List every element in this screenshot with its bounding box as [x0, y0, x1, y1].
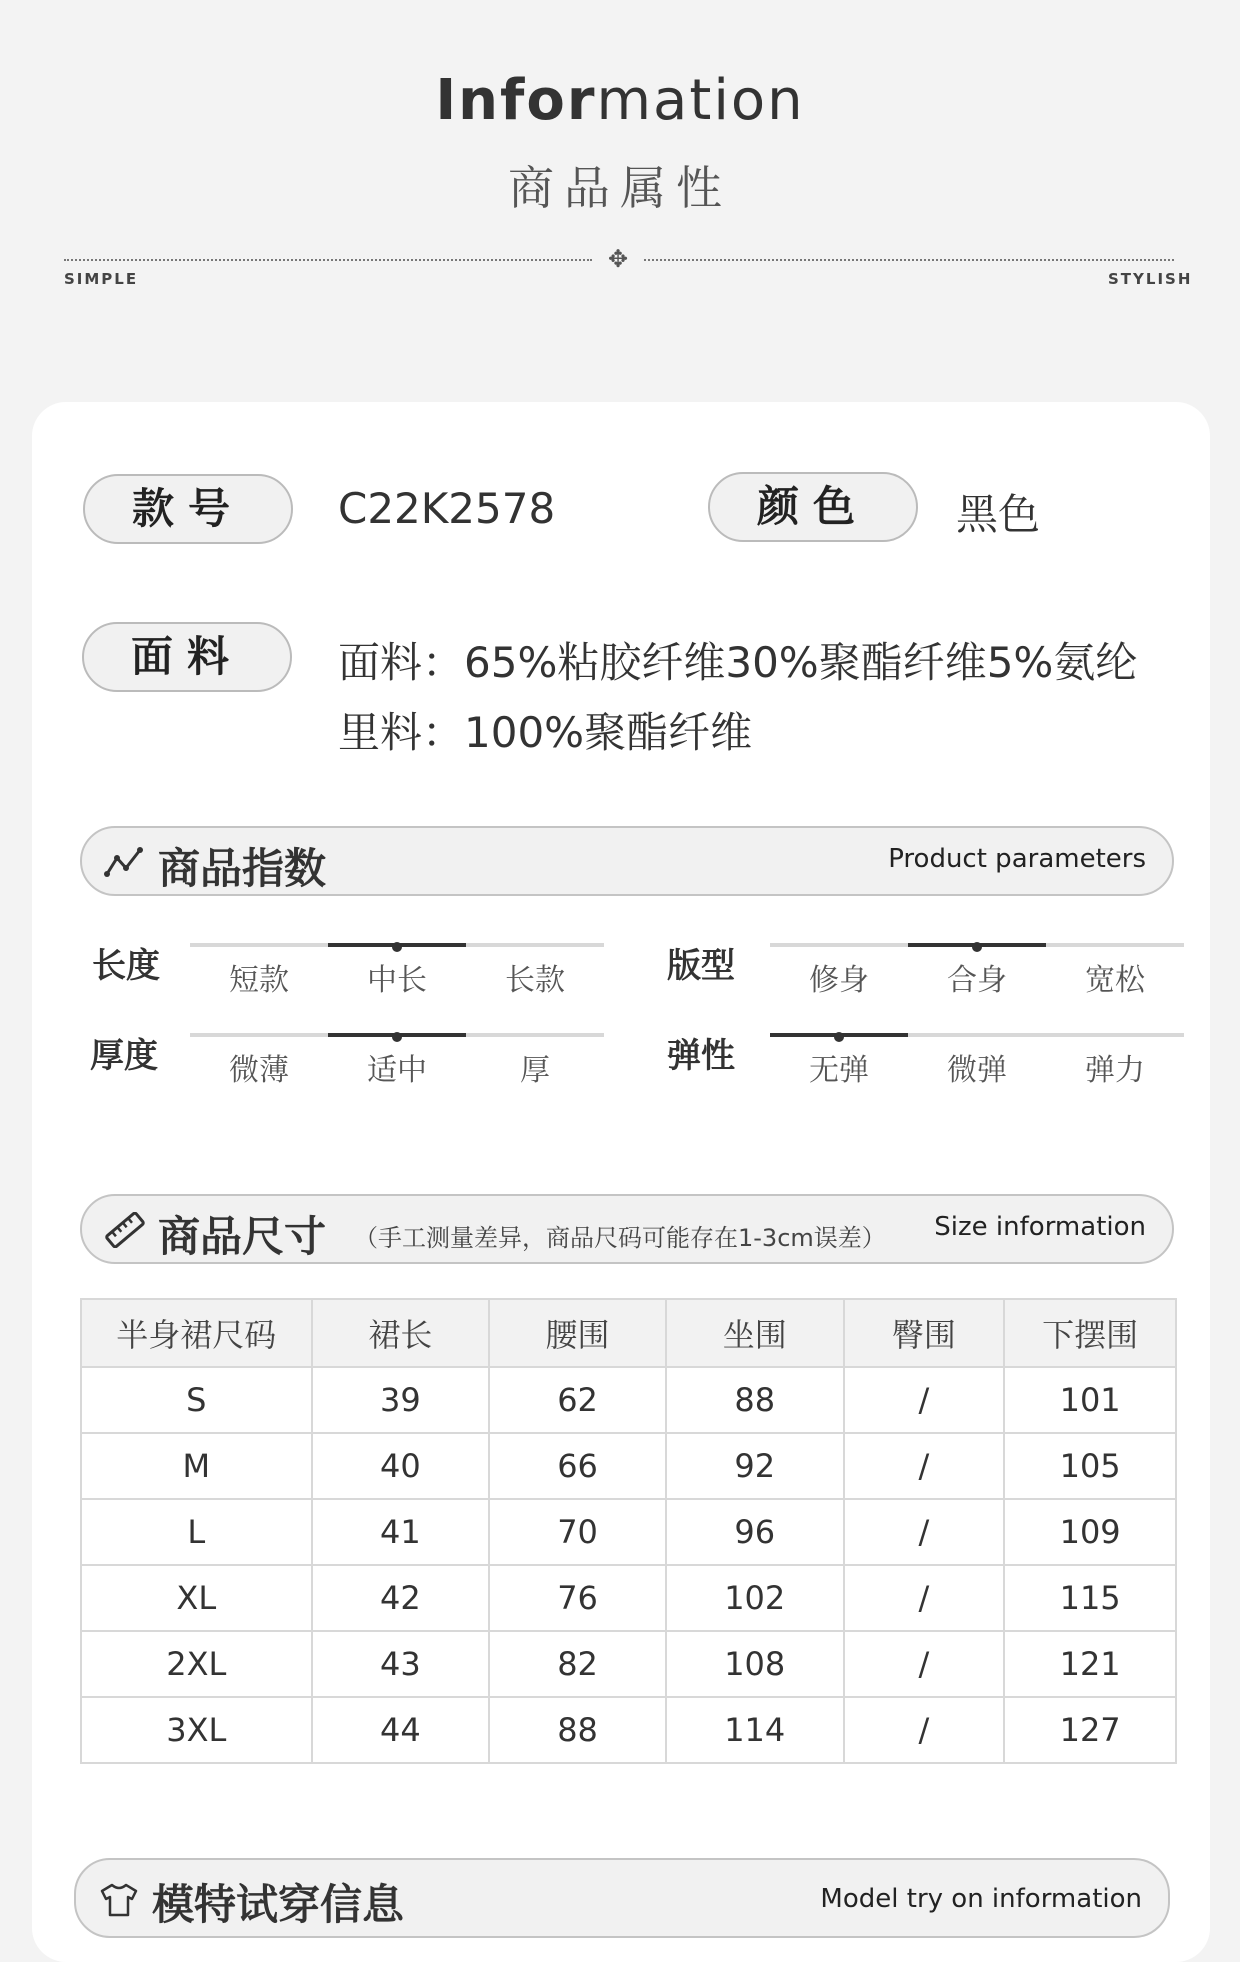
table-cell: 2XL: [81, 1631, 312, 1697]
column-header: 坐围: [666, 1299, 844, 1367]
table-cell: 109: [1004, 1499, 1176, 1565]
index-section-header: [80, 826, 1174, 896]
index-option: 合身: [947, 963, 1007, 998]
model-section-title-en: Model try on information: [820, 1884, 1142, 1914]
index-track: [770, 1033, 1184, 1037]
table-cell: 39: [312, 1367, 490, 1433]
fabric-outer: 面料：65%粘胶纤维30%聚酯纤维5%氨纶: [338, 638, 1138, 687]
index-option: 微弹: [947, 1053, 1007, 1088]
size-section-title-en: Size information: [934, 1212, 1146, 1242]
tag-stylish: STYLISH: [1108, 270, 1193, 288]
t-shirt-icon: [98, 1882, 140, 1918]
index-option: 弹力: [1085, 1053, 1145, 1088]
index-option: 中长: [367, 963, 427, 998]
table-row: [81, 1367, 1176, 1433]
color-value: 黑色: [956, 490, 1041, 539]
index-track: [190, 1033, 604, 1037]
trend-line-icon: [104, 844, 146, 880]
table-cell: XL: [81, 1565, 312, 1631]
index-track: [770, 943, 1184, 947]
style-number-value: C22K2578: [338, 484, 556, 533]
index-label: 厚度: [90, 1036, 158, 1076]
table-row: [81, 1565, 1176, 1631]
index-marker-dot: [834, 1032, 844, 1042]
page-title-cn: 商品属性: [508, 161, 732, 215]
index-section-title-en: Product parameters: [888, 844, 1146, 874]
table-cell: S: [81, 1367, 312, 1433]
table-cell: 108: [666, 1631, 844, 1697]
index-option: 适中: [367, 1053, 427, 1088]
table-cell: 105: [1004, 1433, 1176, 1499]
style-number-label: 款号: [83, 474, 293, 544]
size-section-note: （手工测量差异，商品尺码可能存在1-3cm误差）: [354, 1224, 886, 1252]
table-cell: 40: [312, 1433, 490, 1499]
index-option: 长款: [505, 963, 565, 998]
index-track: [190, 943, 604, 947]
index-marker-dot: [972, 942, 982, 952]
index-label: 版型: [667, 946, 735, 986]
table-row: [81, 1697, 1176, 1763]
size-table: [80, 1298, 1177, 1764]
table-cell: 114: [666, 1697, 844, 1763]
column-header: 半身裙尺码: [81, 1299, 312, 1367]
table-row: [81, 1631, 1176, 1697]
table-cell: /: [844, 1565, 1005, 1631]
index-marker-dot: [392, 1032, 402, 1042]
index-option: 厚: [520, 1053, 550, 1088]
index-section-title: 商品指数: [158, 844, 327, 893]
index-option: 微薄: [229, 1053, 289, 1088]
table-cell: 96: [666, 1499, 844, 1565]
divider-left: [64, 259, 592, 261]
table-row: [81, 1433, 1176, 1499]
table-cell: /: [844, 1499, 1005, 1565]
table-cell: M: [81, 1433, 312, 1499]
table-cell: /: [844, 1433, 1005, 1499]
table-cell: L: [81, 1499, 312, 1565]
fabric-lining: 里料：100%聚酯纤维: [338, 708, 753, 757]
tag-simple: SIMPLE: [64, 270, 139, 288]
fabric-label: 面料: [82, 622, 292, 692]
table-cell: 88: [489, 1697, 666, 1763]
table-cell: /: [844, 1697, 1005, 1763]
page-title-en: Information: [435, 68, 805, 133]
index-label: 弹性: [667, 1036, 735, 1076]
table-cell: 62: [489, 1367, 666, 1433]
table-cell: /: [844, 1367, 1005, 1433]
table-cell: 127: [1004, 1697, 1176, 1763]
move-cross-icon: ✥: [607, 245, 629, 273]
index-option: 短款: [229, 963, 289, 998]
column-header: 下摆围: [1004, 1299, 1176, 1367]
column-header: 腰围: [489, 1299, 666, 1367]
table-cell: 82: [489, 1631, 666, 1697]
table-cell: 42: [312, 1565, 490, 1631]
table-row: [81, 1499, 1176, 1565]
table-cell: 3XL: [81, 1697, 312, 1763]
table-cell: 88: [666, 1367, 844, 1433]
column-header: 裙长: [312, 1299, 490, 1367]
divider-right: [644, 259, 1174, 261]
table-cell: /: [844, 1631, 1005, 1697]
table-cell: 115: [1004, 1565, 1176, 1631]
size-section-header: [80, 1194, 1174, 1264]
table-cell: 102: [666, 1565, 844, 1631]
table-cell: 43: [312, 1631, 490, 1697]
model-section-header: [74, 1858, 1170, 1938]
index-option: 修身: [809, 963, 869, 998]
ruler-icon: [104, 1212, 146, 1248]
table-cell: 41: [312, 1499, 490, 1565]
table-cell: 76: [489, 1565, 666, 1631]
index-marker-dot: [392, 942, 402, 952]
table-cell: 66: [489, 1433, 666, 1499]
index-option: 宽松: [1085, 963, 1145, 998]
table-cell: 44: [312, 1697, 490, 1763]
table-cell: 92: [666, 1433, 844, 1499]
color-label: 颜色: [708, 472, 918, 542]
table-cell: 121: [1004, 1631, 1176, 1697]
index-option: 无弹: [809, 1053, 869, 1088]
column-header: 臀围: [844, 1299, 1005, 1367]
model-section-title: 模特试穿信息: [152, 1880, 405, 1929]
index-label: 长度: [92, 946, 160, 986]
page-header: [0, 0, 1240, 300]
table-cell: 70: [489, 1499, 666, 1565]
table-header-row: [81, 1299, 1176, 1367]
table-cell: 101: [1004, 1367, 1176, 1433]
size-section-title: 商品尺寸: [158, 1212, 327, 1261]
